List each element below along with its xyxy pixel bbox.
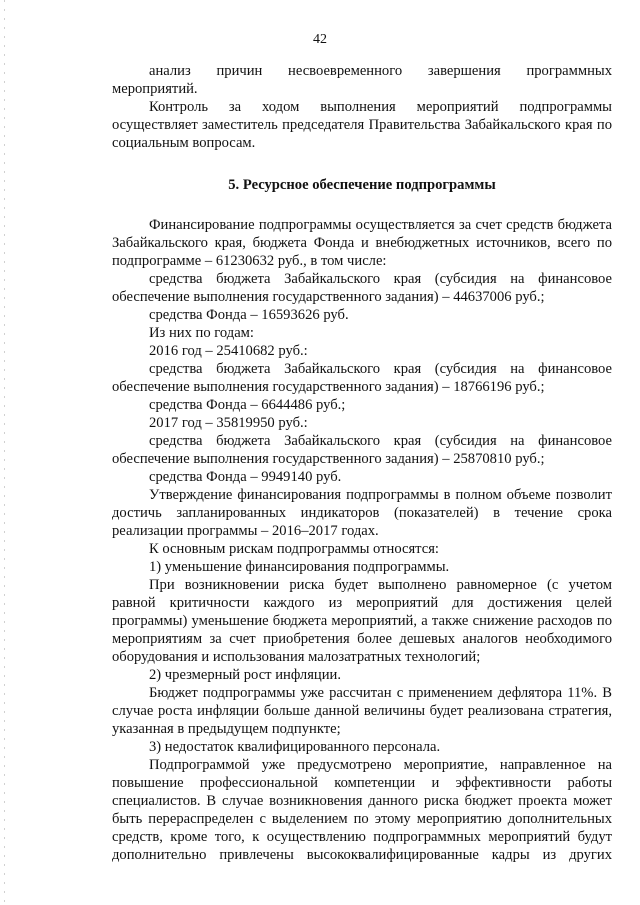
paragraph: 1) уменьшение финансирования подпрограммы. bbox=[149, 559, 450, 575]
paragraph: Подпрограммой уже предусмотрено мероприятие, направленное на повышение профессиональной компетенции и эффективности работы специалистов. В случае возникновения данного риска бюджет проекта может быть перераспределен с выделением по этому мероприятию дополнительных средств, кроме того, к осуществлению подпрограммных мероприятий будут дополнительно привлечены высококвалифицированные кадры из других bbox=[112, 757, 612, 863]
paragraph: Финансирование подпрограммы осуществляется за счет средств бюджета Забайкальского края, бюджета Фонда и внебюджетных источников, всего по подпрограмме – 61230632 руб., в том числе: bbox=[112, 217, 612, 269]
section-heading: 5. Ресурсное обеспечение подпрограммы bbox=[228, 177, 496, 193]
paragraph: средства Фонда – 6644486 руб.; bbox=[149, 397, 346, 413]
paragraph: К основным рискам подпрограммы относятся: bbox=[149, 541, 439, 557]
paragraph: средства бюджета Забайкальского края (субсидия на финансовое обеспечение выполнения государственного задания) – 18766196 руб.; bbox=[112, 361, 612, 395]
page-number: 42 bbox=[313, 32, 327, 47]
paragraph: 2) чрезмерный рост инфляции. bbox=[149, 667, 341, 683]
paragraph: средства бюджета Забайкальского края (субсидия на финансовое обеспечение выполнения государственного задания) – 44637006 руб.; bbox=[112, 271, 612, 305]
paragraph: 2016 год – 25410682 руб.: bbox=[149, 343, 308, 359]
paragraph: 3) недостаток квалифицированного персонала. bbox=[149, 739, 441, 755]
paragraph: средства Фонда – 16593626 руб. bbox=[149, 307, 349, 323]
paragraph: анализ причин несвоевременного завершения программных мероприятий. bbox=[112, 63, 612, 97]
paragraph: Утверждение финансирования подпрограммы в полном объеме позволит достичь запланированных индикаторов (показателей) в течение срока реализации программы – 2016–2017 годах. bbox=[112, 487, 612, 539]
paragraph: средства Фонда – 9949140 руб. bbox=[149, 469, 342, 485]
paragraph: 2017 год – 35819950 руб.: bbox=[149, 415, 308, 431]
paragraph: При возникновении риска будет выполнено равномерное (с учетом равной критичности каждого из мероприятий для достижения целей программы) уменьшение бюджета мероприятий, а также снижение расходов по мероприятиям за счет приобретения более дешевых аналогов необходимого оборудования и использования малозатратных технологий; bbox=[112, 577, 612, 665]
paragraph: Из них по годам: bbox=[149, 325, 254, 341]
paragraph: Бюджет подпрограммы уже рассчитан с применением дефлятора 11%. В случае роста инфляции больше данной величины будет реализована стратегия, указанная в предыдущем подпункте; bbox=[112, 685, 612, 737]
document-body bbox=[112, 62, 612, 864]
paragraph: Контроль за ходом выполнения мероприятий подпрограммы осуществляет заместитель председателя Правительства Забайкальского края по социальным вопросам. bbox=[112, 99, 612, 151]
scan-edge bbox=[4, 0, 5, 905]
paragraph: средства бюджета Забайкальского края (субсидия на финансовое обеспечение выполнения государственного задания) – 25870810 руб.; bbox=[112, 433, 612, 467]
